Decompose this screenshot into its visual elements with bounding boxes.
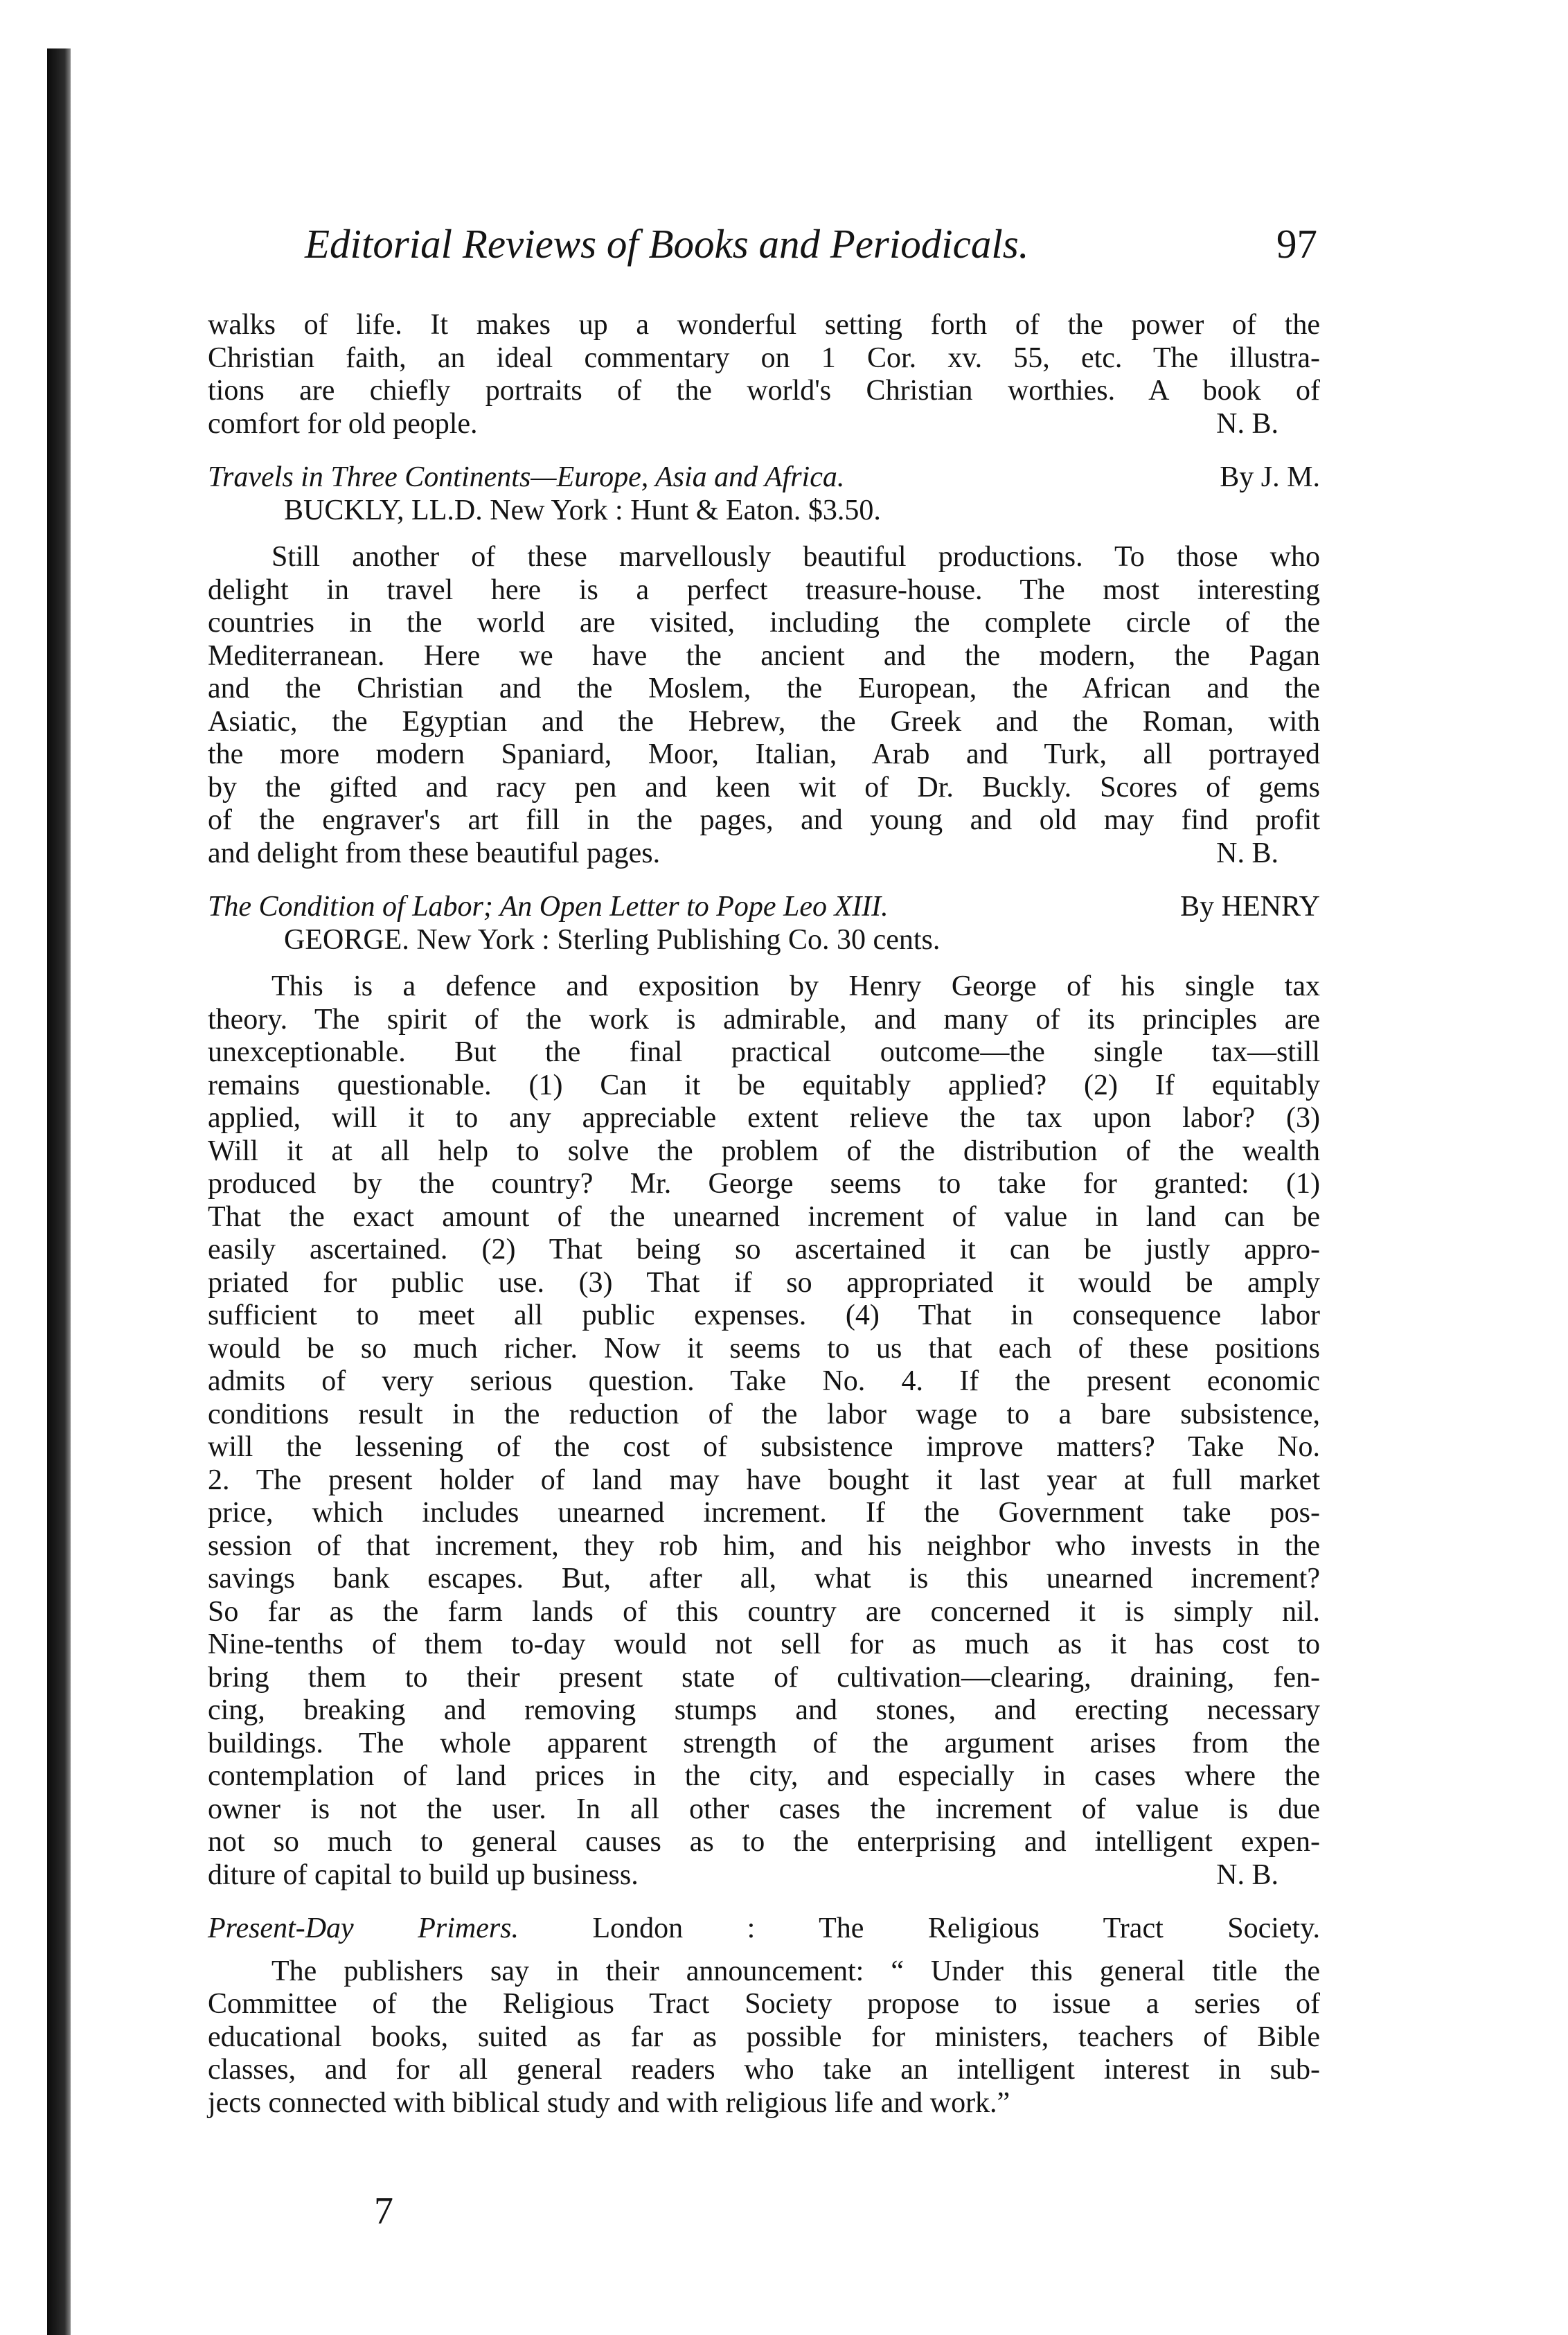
signature-mark: 7 [374, 2190, 393, 2232]
book-by: By HENRY [1180, 891, 1320, 923]
text-line: Asiatic, the Egyptian and the Hebrew, the Greek and the Roman, with [208, 705, 1320, 738]
book-title: Travels in Three Continents—Europe, Asia and Africa. [208, 461, 845, 493]
reviewer-signature: N. B. [1216, 407, 1279, 440]
text-line: Mediterranean. Here we have the ancient and the modern, the Pagan [208, 639, 1320, 672]
text-line: not so much to general causes as to the enterprising and intelligent expen- [208, 1826, 1320, 1858]
text-line: the more modern Spaniard, Moor, Italian, Arab and Turk, all portrayed [208, 738, 1320, 770]
book-heading [208, 1912, 1320, 1946]
review-condition-of-labor [208, 891, 1320, 1892]
text-line: unexceptionable. But the final practical outcome—the single tax—still [208, 1036, 1320, 1068]
text-line: owner is not the user. In all other cases the increment of value is due [208, 1793, 1320, 1825]
text-line: educational books, suited as far as possible for ministers, teachers of Bible [208, 2021, 1320, 2053]
text-line: savings bank escapes. But, after all, what is this unearned increment? [208, 1563, 1320, 1595]
book-author-publisher: BUCKLY, LL.D. New York : Hunt & Eaton. $3.50. [284, 494, 881, 526]
text-line: easily ascertained. (2) That being so ascertained it can be justly appro- [208, 1234, 1320, 1266]
book-title: The Condition of Labor; An Open Letter to Pope Leo XIII. [208, 891, 889, 923]
text-line: walks of life. It makes up a wonderful setting forth of the power of the [208, 309, 1320, 341]
text-line: This is a defence and exposition by Henry George of his single tax [271, 970, 1320, 1002]
text-line: of the engraver's art fill in the pages, and young and old may find profit [208, 804, 1320, 836]
review-present-day-primers [208, 1912, 1320, 2120]
page-number: 97 [1276, 221, 1317, 267]
text-line: sufficient to meet all public expenses. (4) That in consequence labor [208, 1299, 1320, 1331]
running-title: Editorial Reviews of Books and Periodicals. [305, 221, 1029, 267]
book-title: Present-Day Primers. [208, 1912, 519, 1944]
text-line: conditions result in the reduction of the labor wage to a bare subsistence, [208, 1398, 1320, 1430]
closing-line [208, 408, 1320, 441]
book-publisher: London : The Religious Tract Society. [592, 1912, 1320, 1944]
text-line: 2. The present holder of land may have bought it last year at full market [208, 1464, 1320, 1496]
text-line: would be so much richer. Now it seems to us that each of these positions [208, 1332, 1320, 1365]
text-line: admits of very serious question. Take No. 4. If the present economic [208, 1365, 1320, 1397]
text-line: cing, breaking and removing stumps and stones, and erecting necessary [208, 1694, 1320, 1726]
reviewer-signature: N. B. [1216, 837, 1279, 869]
text-line: and the Christian and the Moslem, the European, the African and the [208, 673, 1320, 704]
text-line: Will it at all help to solve the problem of the distribution of the wealth [208, 1135, 1320, 1167]
text-line: jects connected with biblical study and with religious life and work.” [208, 2086, 1010, 2119]
reviewer-signature: N. B. [1216, 1858, 1279, 1891]
running-header [305, 220, 1317, 290]
book-heading [208, 891, 1320, 924]
text-line: and delight from these beautiful pages. [208, 837, 661, 869]
text-line: Nine-tenths of them to-day would not sell for as much as it has cost to [208, 1628, 1320, 1660]
text-line: contemplation of land prices in the city, and especially in cases where the [208, 1760, 1320, 1792]
text-line: delight in travel here is a perfect treasure-house. The most interesting [208, 574, 1320, 606]
text-line: The publishers say in their announcement: “ Under this general title the [271, 1955, 1320, 1987]
text-line: produced by the country? Mr. George seems to take for granted: (1) [208, 1168, 1320, 1200]
review-travels [208, 461, 1320, 870]
text-line: session of that increment, they rob him, and his neighbor who invests in the [208, 1529, 1320, 1562]
closing-line [208, 837, 1320, 871]
text-line: priated for public use. (3) That if so appropriated it would be amply [208, 1266, 1320, 1299]
text-line: Christian faith, an ideal commentary on 1 Cor. xv. 55, etc. The illustra- [208, 341, 1320, 374]
text-line: countries in the world are visited, including the complete circle of the [208, 607, 1320, 639]
book-heading [208, 461, 1320, 495]
review-continued [208, 309, 1320, 441]
text-line: price, which includes unearned increment. If the Government take pos- [208, 1497, 1320, 1529]
text-line: diture of capital to build up business. [208, 1858, 639, 1891]
text-line: will the lessening of the cost of subsistence improve matters? Take No. [208, 1431, 1320, 1463]
text-line: So far as the farm lands of this country are concerned it is simply nil. [208, 1595, 1320, 1628]
book-by: By J. M. [1220, 461, 1320, 493]
text-line: classes, and for all general readers who take an intelligent interest in sub- [208, 2054, 1320, 2086]
text-line: Committee of the Religious Tract Society propose to issue a series of [208, 1988, 1320, 2020]
text-line: comfort for old people. [208, 407, 478, 440]
text-line: by the gifted and racy pen and keen wit of Dr. Buckly. Scores of gems [208, 771, 1320, 804]
text-line: That the exact amount of the unearned increment of value in land can be [208, 1200, 1320, 1233]
text-line: buildings. The whole apparent strength of the argument arises from the [208, 1727, 1320, 1759]
text-line: remains questionable. (1) Can it be equitably applied? (2) If equitably [208, 1069, 1320, 1101]
book-author-publisher: GEORGE. New York : Sterling Publishing Co. 30 cents. [284, 923, 941, 956]
closing-line [208, 1859, 1320, 1892]
text-line: theory. The spirit of the work is admirable, and many of its principles are [208, 1003, 1320, 1036]
page-body [208, 309, 1320, 2120]
text-line: tions are chiefly portraits of the world's Christian worthies. A book of [208, 375, 1320, 407]
text-line: applied, will it to any appreciable extent relieve the tax upon labor? (3) [208, 1102, 1320, 1134]
text-line: Still another of these marvellously beautiful productions. To those who [271, 541, 1320, 573]
text-line: bring them to their present state of cultivation—clearing, draining, fen- [208, 1661, 1320, 1694]
binding-edge [47, 48, 71, 2335]
